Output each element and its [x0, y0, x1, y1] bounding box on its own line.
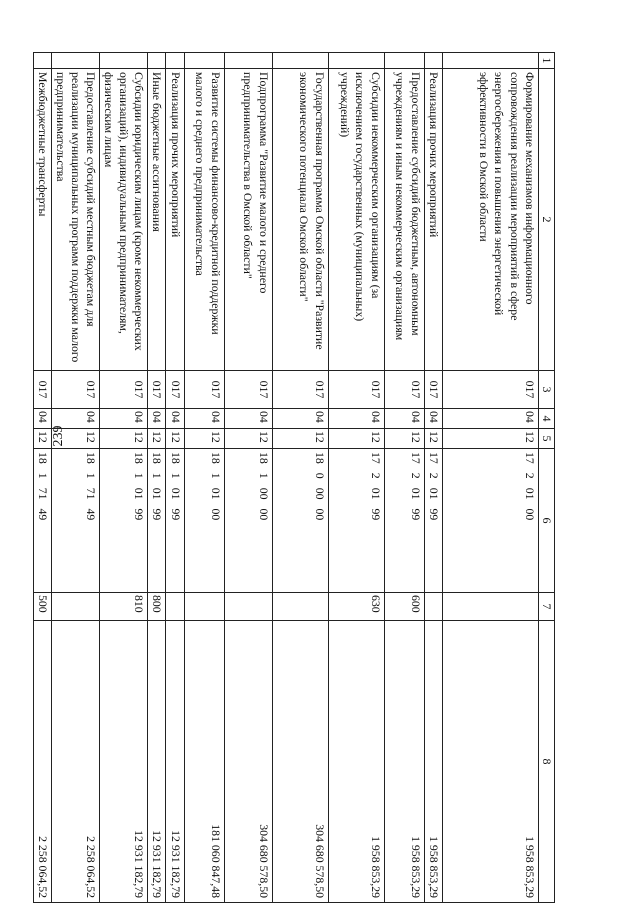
table-row [33, 53, 51, 903]
row-number-cell [166, 53, 184, 69]
target-article-segment: 1 [256, 472, 271, 479]
section-code-cell: 04 [328, 409, 384, 429]
target-article-segment: 1 [208, 472, 223, 479]
expense-type-cell: 800 [148, 593, 166, 621]
table-row [184, 53, 224, 903]
row-number-cell [224, 53, 272, 69]
row-number-cell [272, 53, 328, 69]
target-article-segment: 1 [84, 472, 99, 479]
subsection-code-cell: 12 [424, 429, 442, 449]
row-number-cell [184, 53, 224, 69]
subsection-code-cell: 12 [51, 429, 99, 449]
target-article-cell [33, 449, 51, 593]
expense-type-cell: 600 [384, 593, 424, 621]
target-article-segment: 01 [426, 487, 441, 500]
target-article-segment: 17 [368, 452, 383, 464]
expense-type-cell [184, 593, 224, 621]
row-name-cell: Субсидии юридическим лицам (кроме некоммерческих организаций), индивидуальным предпринимателям, физическим лицам [100, 69, 148, 371]
amount-cell: 2 258 064,52 [51, 621, 99, 903]
section-code-cell: 04 [384, 409, 424, 429]
target-article-cell [100, 449, 148, 593]
department-code-cell: 017 [166, 371, 184, 409]
department-code-cell: 017 [148, 371, 166, 409]
target-article-segment: 18 [150, 452, 165, 464]
target-article-segment: 01 [408, 487, 423, 500]
target-article-segment: 17 [522, 452, 537, 464]
row-number-cell [442, 53, 538, 69]
table-row [51, 53, 99, 903]
subsection-code-cell: 12 [148, 429, 166, 449]
subsection-code-cell: 12 [100, 429, 148, 449]
target-article-segment: 01 [522, 487, 537, 500]
table-row [224, 53, 272, 903]
section-code-cell: 04 [51, 409, 99, 429]
target-article-segment: 1 [150, 472, 165, 479]
target-article-segment: 2 [408, 472, 423, 479]
row-name-cell: Реализация прочих мероприятий [166, 69, 184, 371]
target-article-segment: 00 [312, 487, 327, 500]
section-code-cell: 04 [224, 409, 272, 429]
department-code-cell: 017 [100, 371, 148, 409]
row-number-cell [33, 53, 51, 69]
subsection-code-cell: 12 [384, 429, 424, 449]
section-code-cell: 04 [272, 409, 328, 429]
department-code-cell: 017 [51, 371, 99, 409]
table-row [442, 53, 538, 903]
target-article-segment: 01 [132, 487, 147, 500]
section-code-cell: 04 [442, 409, 538, 429]
target-article-cell [272, 449, 328, 593]
subsection-code-cell: 12 [224, 429, 272, 449]
target-article-cell [51, 449, 99, 593]
target-article-segment: 00 [256, 487, 271, 500]
target-article-segment: 99 [368, 508, 383, 521]
target-article-segment: 2 [522, 472, 537, 479]
department-code-cell: 017 [442, 371, 538, 409]
expense-type-cell: 630 [328, 593, 384, 621]
target-article-segment: 1 [35, 472, 50, 479]
department-code-cell: 017 [33, 371, 51, 409]
amount-cell: 1 958 853,29 [424, 621, 442, 903]
target-article-cell [166, 449, 184, 593]
row-number-cell [148, 53, 166, 69]
target-article-segment: 99 [150, 508, 165, 521]
target-article-segment: 1 [168, 472, 183, 479]
section-code-cell: 04 [148, 409, 166, 429]
table-row [100, 53, 148, 903]
department-code-cell: 017 [424, 371, 442, 409]
target-article-segment: 00 [256, 508, 271, 521]
row-number-cell [424, 53, 442, 69]
row-name-cell: Предоставление субсидий бюджетным, автономным учреждениям и иным некоммерческим организациям [384, 69, 424, 371]
subsection-code-cell: 12 [33, 429, 51, 449]
target-article-segment: 01 [150, 487, 165, 500]
subsection-code-cell: 12 [328, 429, 384, 449]
target-article-segment: 99 [132, 508, 147, 521]
target-article-cell [442, 449, 538, 593]
target-article-segment: 18 [84, 452, 99, 464]
row-number-cell [384, 53, 424, 69]
target-article-cell [148, 449, 166, 593]
amount-cell: 12 931 182,79 [100, 621, 148, 903]
header-cell: 7 [538, 593, 554, 621]
page-number: 239 [51, 425, 66, 447]
row-name-cell: Субсидии некоммерческим организациям (за исключением государственных (муниципальных) учреждений) [328, 69, 384, 371]
row-number-cell [100, 53, 148, 69]
target-article-segment: 1 [132, 472, 147, 479]
expense-type-cell: 500 [33, 593, 51, 621]
target-article-segment: 18 [132, 452, 147, 464]
header-cell: 2 [538, 69, 554, 371]
row-name-cell: Межбюджетные трансферты [33, 69, 51, 371]
expense-type-cell [166, 593, 184, 621]
subsection-code-cell: 12 [272, 429, 328, 449]
target-article-segment: 2 [426, 472, 441, 479]
row-name-cell: Подпрограмма "Развитие малого и среднего предпринимательства в Омской области" [224, 69, 272, 371]
target-article-segment: 0 [312, 472, 327, 479]
row-name-cell: Иные бюджетные ассигнования [148, 69, 166, 371]
row-name-cell: Реализация прочих мероприятий [424, 69, 442, 371]
expense-type-cell [51, 593, 99, 621]
target-article-cell [424, 449, 442, 593]
expense-type-cell [442, 593, 538, 621]
target-article-segment: 71 [84, 487, 99, 500]
department-code-cell: 017 [384, 371, 424, 409]
target-article-cell [384, 449, 424, 593]
target-article-segment: 18 [256, 452, 271, 464]
target-article-segment: 99 [408, 508, 423, 521]
department-code-cell: 017 [272, 371, 328, 409]
table-row [148, 53, 166, 903]
department-code-cell: 017 [328, 371, 384, 409]
row-number-cell [328, 53, 384, 69]
section-code-cell: 04 [166, 409, 184, 429]
target-article-segment: 01 [208, 487, 223, 500]
table-row [272, 53, 328, 903]
section-code-cell: 04 [184, 409, 224, 429]
amount-cell: 12 931 182,79 [148, 621, 166, 903]
amount-cell: 1 958 853,29 [442, 621, 538, 903]
table-row [384, 53, 424, 903]
target-article-segment: 17 [408, 452, 423, 464]
section-code-cell: 04 [33, 409, 51, 429]
target-article-segment: 18 [168, 452, 183, 464]
expense-type-cell: 810 [100, 593, 148, 621]
table-row [166, 53, 184, 903]
header-cell: 6 [538, 449, 554, 593]
header-cell: 5 [538, 429, 554, 449]
target-article-segment: 18 [35, 452, 50, 464]
target-article-segment: 00 [312, 508, 327, 521]
amount-cell: 1 958 853,29 [328, 621, 384, 903]
target-article-segment: 00 [522, 508, 537, 521]
row-name-cell: Формирование механизмов информационного сопровождения реализации мероприятий в сфере энергосбережения и повышения энергетической эффективности в Омской области [442, 69, 538, 371]
department-code-cell: 017 [224, 371, 272, 409]
target-article-segment: 99 [168, 508, 183, 521]
target-article-segment: 99 [426, 508, 441, 521]
expense-type-cell [424, 593, 442, 621]
expense-type-cell [272, 593, 328, 621]
section-code-cell: 04 [424, 409, 442, 429]
budget-table [33, 52, 555, 903]
subsection-code-cell: 12 [442, 429, 538, 449]
amount-cell: 1 958 853,29 [384, 621, 424, 903]
header-cell: 4 [538, 409, 554, 429]
target-article-cell [224, 449, 272, 593]
section-code-cell: 04 [100, 409, 148, 429]
row-name-cell: Развитие системы финансово-кредитной поддержки малого и среднего предпринимательства [184, 69, 224, 371]
target-article-segment: 71 [35, 487, 50, 500]
row-name-cell: Предоставление субсидий местным бюджетам для реализации муниципальных программ поддержки малого предпринимательства [51, 69, 99, 371]
amount-cell: 12 931 182,79 [166, 621, 184, 903]
table-row [424, 53, 442, 903]
header-cell: 8 [538, 621, 554, 903]
amount-cell: 304 680 578,50 [272, 621, 328, 903]
header-cell: 1 [538, 53, 554, 69]
row-number-cell [51, 53, 99, 69]
target-article-segment: 49 [84, 508, 99, 521]
subsection-code-cell: 12 [166, 429, 184, 449]
target-article-segment: 18 [208, 452, 223, 464]
amount-cell: 181 060 847,48 [184, 621, 224, 903]
amount-cell: 304 680 578,50 [224, 621, 272, 903]
target-article-segment: 17 [426, 452, 441, 464]
subsection-code-cell: 12 [184, 429, 224, 449]
table-row [328, 53, 384, 903]
header-cell: 3 [538, 371, 554, 409]
target-article-segment: 2 [368, 472, 383, 479]
target-article-cell [184, 449, 224, 593]
target-article-segment: 01 [168, 487, 183, 500]
expense-type-cell [224, 593, 272, 621]
target-article-segment: 49 [35, 508, 50, 521]
target-article-cell [328, 449, 384, 593]
department-code-cell: 017 [184, 371, 224, 409]
target-article-segment: 01 [368, 487, 383, 500]
target-article-segment: 00 [208, 508, 223, 521]
target-article-segment: 18 [312, 452, 327, 464]
header-row [538, 53, 554, 903]
row-name-cell: Государственная программа Омской области "Развитие экономического потенциала Омской области" [272, 69, 328, 371]
amount-cell: 2 258 064,52 [33, 621, 51, 903]
